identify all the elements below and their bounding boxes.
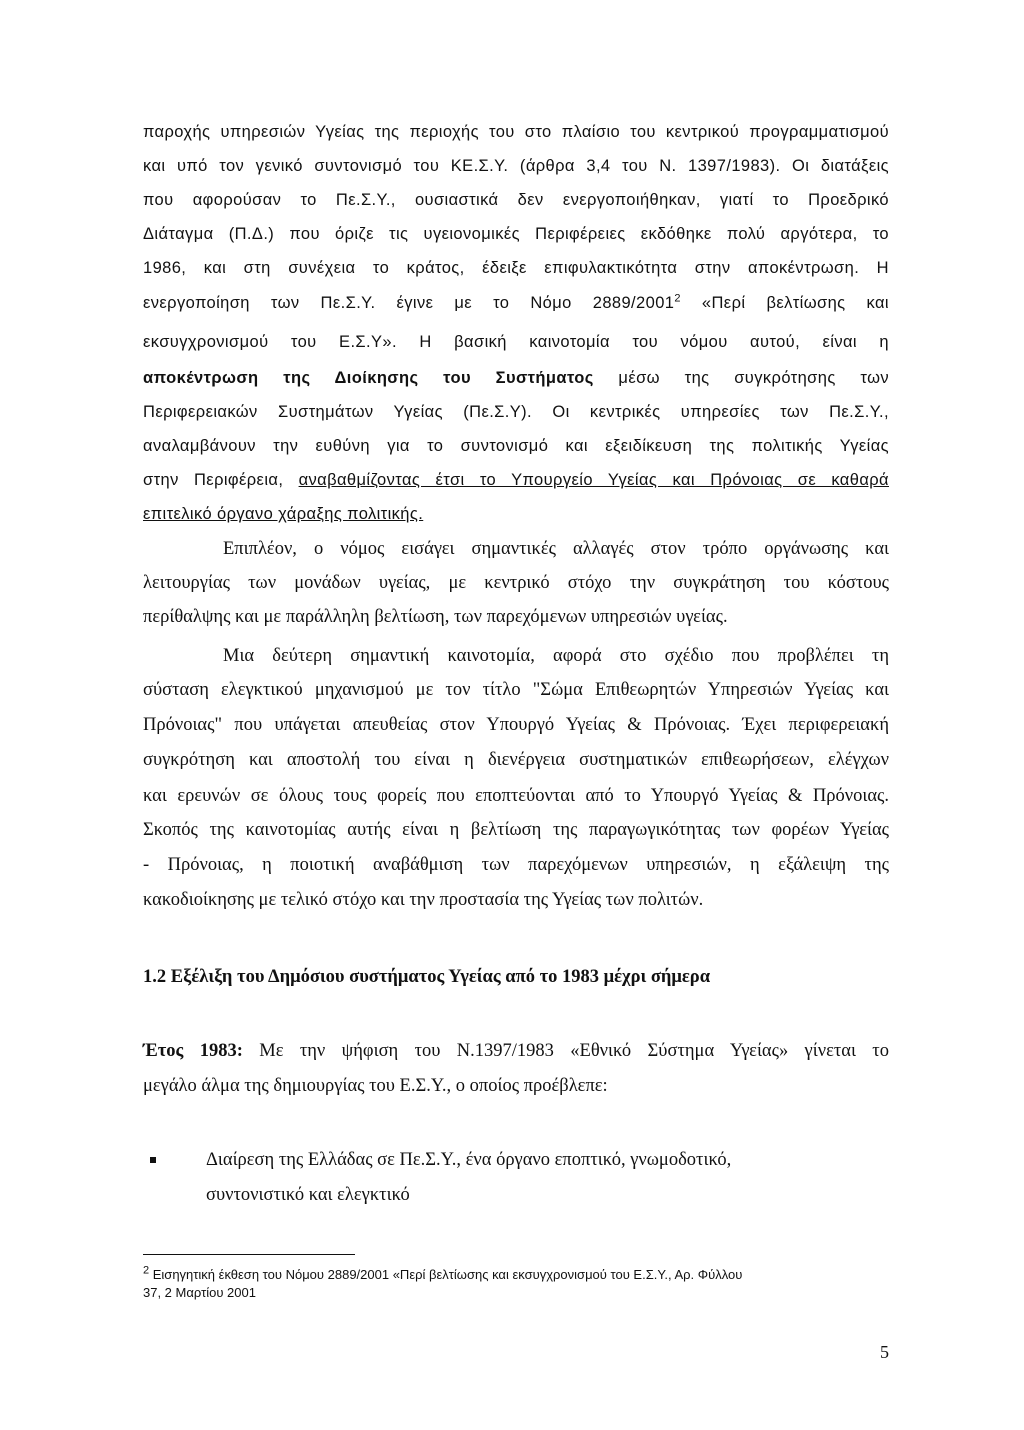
text-segment: Με την ψήφιση του Ν.1397/1983 «Εθνικό Σύστημα Υγείας» γίνεται το — [242, 1041, 889, 1061]
text-segment: ενεργοποίηση των Πε.Σ.Υ. έγινε με το Νόμο 2889/2001 — [143, 294, 675, 312]
text-line: και υπό τον γενικό συντονισμό του ΚΕ.Σ.Υ. (άρθρα 3,4 του Ν. 1397/1983). Οι διατάξεις — [143, 157, 889, 175]
text-line: λειτουργίας των μονάδων υγείας, με κεντρικό στόχο την συγκράτηση του κόστους — [143, 573, 889, 593]
text-line: Περιφερειακών Συστημάτων Υγείας (Πε.Σ.Υ). Οι κεντρικές υπηρεσίες των Πε.Σ.Υ., — [143, 403, 889, 421]
text-line: εκσυγχρονισμού του Ε.Σ.Υ». Η βασική καινοτομία του νόμου αυτού, είναι η — [143, 333, 889, 351]
page-number: 5 — [880, 1342, 889, 1362]
text-line: 1986, και στη συνέχεια το κράτος, έδειξε επιφυλακτικότητα στην αποκέντρωση. Η — [143, 259, 889, 277]
footnote-continued: 37, 2 Μαρτίου 2001 — [143, 1285, 256, 1300]
text-line: που αφορούσαν το Πε.Σ.Υ., ουσιαστικά δεν ενεργοποιήθηκαν, γιατί το Προεδρικό — [143, 191, 889, 209]
text-line: Διάταγμα (Π.Δ.) που όριζε τις υγειονομικές Περιφέρειες εκδόθηκε πολύ αργότερα, το — [143, 225, 889, 243]
bullet-item: Διαίρεση της Ελλάδας σε Πε.Σ.Υ., ένα όργανο εποπτικό, γνωμοδοτικό, — [206, 1150, 732, 1170]
text-line: παροχής υπηρεσιών Υγείας της περιοχής του στο πλαίσιο του κεντρικού προγραμματισμού — [143, 123, 889, 141]
footnote — [143, 1266, 903, 1284]
text-line — [143, 468, 889, 492]
footnote-divider — [143, 1254, 355, 1255]
text-line: συγκρότηση και αποστολή του είναι η διενέργεια συστηματικών επιθεωρήσεων, ελέγχων — [143, 750, 889, 770]
underlined-text: αναβαθμίζοντας έτσι το Υπουργείο Υγείας και Πρόνοιας σε καθαρά — [298, 471, 889, 489]
emphasis-text: αποκέντρωση της Διοίκησης του Συστήματος — [143, 369, 594, 387]
bullet-item-continued: συντονιστικό και ελεγκτικό — [206, 1185, 410, 1205]
text-line — [143, 291, 889, 315]
year-label: Έτος 1983: — [143, 1041, 243, 1061]
footnote-marker: 2 — [143, 1264, 150, 1277]
footnote-ref[interactable]: 2 — [674, 292, 681, 305]
text-line: Μια δεύτερη σημαντική καινοτομία, αφορά στο σχέδιο που προβλέπει τη — [223, 646, 889, 666]
text-segment: «Περί βελτίωσης και — [680, 294, 889, 312]
text-line: περίθαλψης και με παράλληλη βελτίωση, των παρεχόμενων υπηρεσιών υγείας. — [143, 607, 728, 627]
text-line: Επιπλέον, ο νόμος εισάγει σημαντικές αλλαγές στον τρόπο οργάνωσης και — [223, 539, 889, 559]
text-line — [143, 1039, 889, 1063]
text-line — [143, 366, 889, 390]
text-segment: στην Περιφέρεια, — [143, 471, 299, 489]
bullet-icon — [150, 1157, 156, 1163]
text-line: μεγάλο άλμα της δημιουργίας του Ε.Σ.Υ., ο οποίος προέβλεπε: — [143, 1076, 608, 1096]
text-line: Πρόνοιας" που υπάγεται απευθείας στον Υπουργό Υγείας & Πρόνοιας. Έχει περιφερειακή — [143, 715, 889, 735]
underlined-text: επιτελικό όργανο χάραξης πολιτικής. — [143, 505, 424, 523]
text-line: Σκοπός της καινοτομίας αυτής είναι η βελτίωση της παραγωγικότητας των φορέων Υγείας — [143, 820, 889, 840]
footnote-text: Εισηγητική έκθεση του Νόμου 2889/2001 «Περί βελτίωσης και εκσυγχρονισμού του Ε.Σ.Υ., Αρ. Φύλλου — [149, 1267, 743, 1282]
text-line: - Πρόνοιας, η ποιοτική αναβάθμιση των παρεχόμενων υπηρεσιών, η εξάλειψη της — [143, 855, 889, 875]
text-line: κακοδιοίκησης με τελικό στόχο και την προστασία της Υγείας των πολιτών. — [143, 890, 704, 910]
text-line: και ερευνών σε όλους τους φορείς που εποπτεύονται από το Υπουργό Υγείας & Πρόνοιας. — [143, 786, 889, 806]
text-line: σύσταση ελεγκτικού μηχανισμού με τον τίτλο "Σώμα Επιθεωρητών Υπηρεσιών Υγείας και — [143, 680, 889, 700]
text-segment: μέσω της συγκρότησης των — [593, 369, 889, 387]
section-heading: 1.2 Εξέλιξη του Δημόσιου συστήματος Υγείας από το 1983 μέχρι σήμερα — [143, 967, 711, 987]
text-line — [143, 502, 889, 526]
text-line: αναλαμβάνουν την ευθύνη για το συντονισμό και εξειδίκευση της πολιτικής Υγείας — [143, 437, 889, 455]
